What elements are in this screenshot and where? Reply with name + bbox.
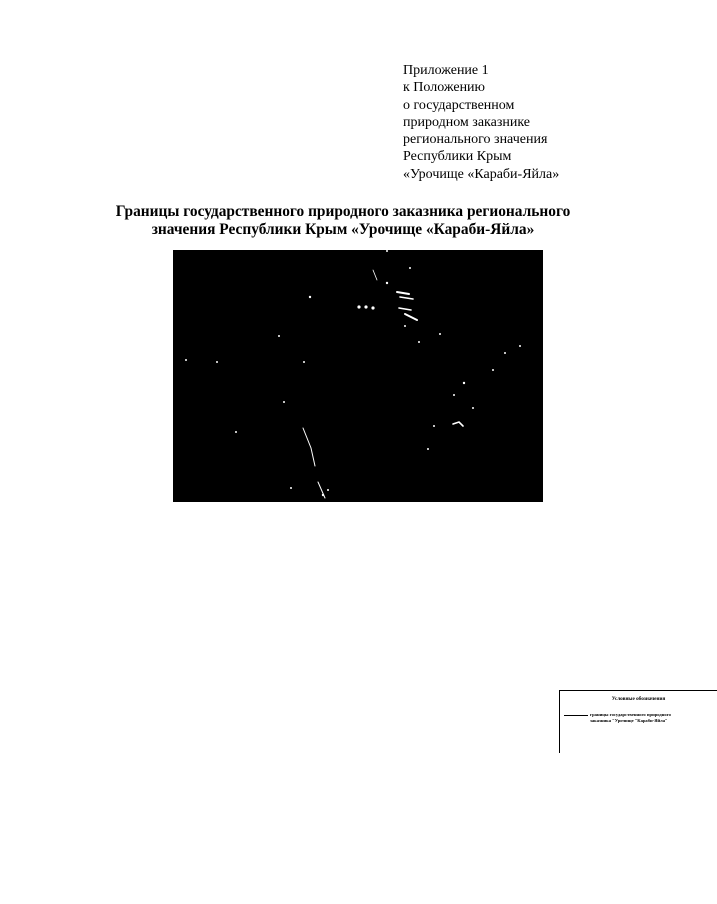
title-line: значения Республики Крым «Урочище «Караби-Яйла» <box>151 220 535 238</box>
appendix-line: «Урочище «Караби-Яйла» <box>403 166 560 182</box>
document-title <box>100 203 586 238</box>
boundary-map <box>173 250 671 723</box>
title-line: Границы государственного природного заказника регионального <box>115 203 571 220</box>
appendix-line: Республики Крым <box>403 149 512 165</box>
legend-title: Условные обозначения <box>611 696 666 702</box>
appendix-line: регионального значения <box>403 132 548 148</box>
appendix-line: Приложение 1 <box>403 63 489 78</box>
legend-item-line: заказника "Урочище "Караби-Яйла" <box>590 718 668 723</box>
appendix-line: к Положению <box>403 80 486 96</box>
appendix-line: природном заказнике <box>403 114 531 130</box>
map-markings <box>173 250 543 502</box>
boundary-line-symbol <box>564 715 588 716</box>
appendix-line: о государственном <box>403 97 515 113</box>
appendix-header <box>403 62 623 183</box>
legend-item-text <box>590 712 714 724</box>
map-legend <box>559 690 717 753</box>
legend-item-line: границы государственного природного <box>590 712 671 717</box>
